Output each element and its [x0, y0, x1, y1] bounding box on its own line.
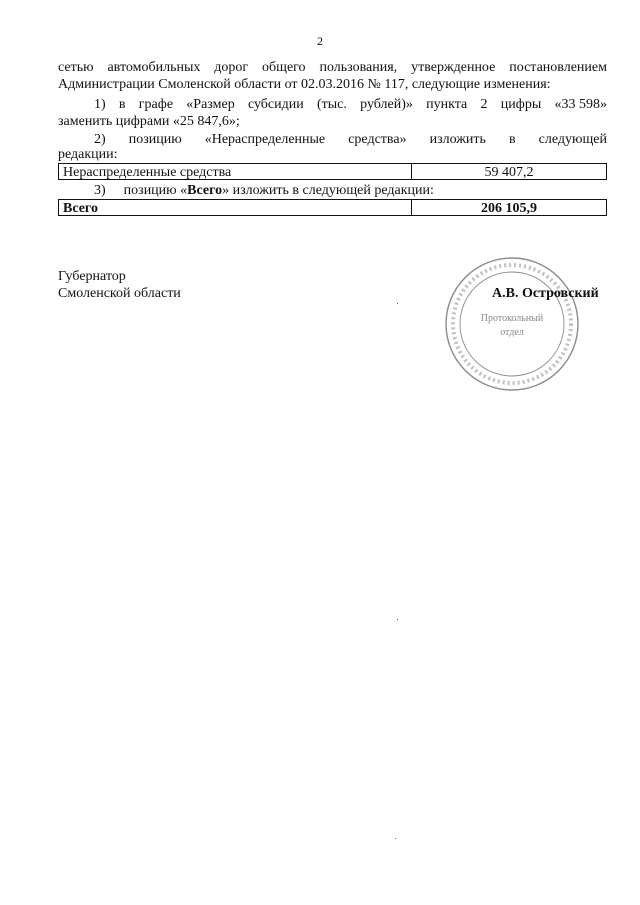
word: изложить	[429, 132, 486, 147]
table-label-cell: Всего	[59, 200, 412, 215]
scan-speck	[397, 619, 398, 620]
word: средства»	[348, 132, 407, 147]
item-number: 3)	[94, 183, 106, 198]
word: в	[508, 132, 516, 147]
item-3-text-after: » изложить в следующей редакции:	[222, 183, 434, 198]
word: позицию	[128, 132, 182, 147]
item-1-line-2: заменить цифрами «25 847,6»;	[58, 114, 240, 129]
total-table	[58, 199, 607, 216]
word: автомобильных	[107, 60, 201, 75]
page-number: 2	[317, 34, 323, 48]
table-label-cell: Нераспределенные средства	[59, 164, 412, 179]
stamp-center-line-2: отдел	[500, 327, 524, 338]
scan-speck	[397, 303, 398, 304]
item-2-line-1	[94, 131, 607, 148]
scan-speck	[395, 838, 396, 839]
word: субсидии	[247, 97, 304, 112]
word: утвержденное	[411, 60, 496, 75]
item-number: 1)	[94, 97, 106, 112]
word: пункта	[426, 97, 468, 112]
word: графе	[138, 97, 174, 112]
intro-line-1	[58, 59, 607, 76]
intro-line-2: Администрации Смоленской области от 02.03.2016 № 117, следующие изменения:	[58, 77, 551, 92]
item-number: 2)	[94, 132, 106, 147]
item-2-line-2: редакции:	[58, 147, 118, 162]
word: следующей	[538, 132, 607, 147]
table-value-cell: 59 407,2	[484, 165, 534, 180]
word: пользования,	[319, 60, 398, 75]
item-3-line	[94, 182, 434, 199]
official-stamp	[441, 255, 583, 393]
word: цифры	[500, 97, 542, 112]
word: сетью	[58, 60, 94, 75]
item-1-line-1	[94, 96, 607, 113]
item-3-text-bold: Всего	[187, 183, 223, 198]
signatory-title-line-2: Смоленской области	[58, 286, 181, 301]
signatory-title-line-1: Губернатор	[58, 269, 126, 284]
word: (тыс.	[316, 97, 347, 112]
word: рублей)»	[360, 97, 413, 112]
word: «33 598»	[554, 97, 607, 112]
stamp-center-line-1: Протокольный	[480, 313, 544, 324]
unallocated-funds-table	[58, 163, 607, 180]
item-3-text-before: позицию «	[123, 183, 188, 198]
word: «Нераспределенные	[204, 132, 326, 147]
word: 2	[480, 97, 488, 112]
signatory-name: А.В. Островский	[492, 286, 599, 301]
table-value-cell: 206 105,9	[481, 201, 537, 216]
word: общего	[262, 60, 306, 75]
word: «Размер	[186, 97, 235, 112]
word: в	[118, 97, 126, 112]
word: дорог	[214, 60, 249, 75]
word: постановлением	[509, 60, 607, 75]
